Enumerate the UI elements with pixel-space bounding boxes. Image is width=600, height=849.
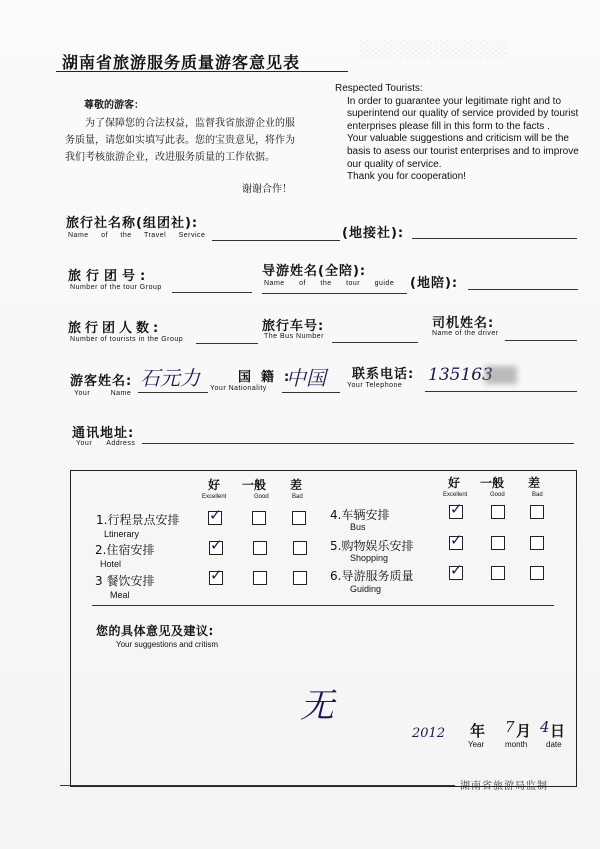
- bus-bad-checkbox[interactable]: [530, 505, 544, 519]
- intro-body-cn: [65, 115, 295, 166]
- driver-label: 司机姓名:: [432, 316, 495, 331]
- date-month-value[interactable]: 7: [505, 718, 515, 736]
- rating-item-hotel-en: Hotel: [100, 559, 122, 569]
- phone-label: 联系电话:: [352, 367, 415, 382]
- group-size-label-en: Number of tourists in the Group: [70, 336, 184, 343]
- local-guide-label: (地陪):: [410, 276, 459, 291]
- meal-excellent-checkbox[interactable]: [209, 566, 223, 585]
- rating-header-good-right: 一般: [480, 476, 505, 490]
- rating-item-hotel: 2.住宿安排: [95, 543, 155, 557]
- hotel-bad-checkbox[interactable]: [293, 541, 307, 555]
- meal-good-checkbox[interactable]: [253, 571, 267, 585]
- guiding-bad-checkbox[interactable]: [530, 566, 544, 580]
- date-month-en: month: [505, 740, 528, 749]
- tour-group-label-en: Number of the tour Group: [70, 284, 162, 291]
- agency-label: 旅行社名称(组团社):: [66, 216, 199, 231]
- tick-mark-icon: ✓: [450, 531, 463, 549]
- shopping-bad-checkbox[interactable]: [530, 536, 544, 550]
- bus-good-checkbox[interactable]: [491, 505, 505, 519]
- bleed-through-title: ░░░░░░░░░░░░: [360, 40, 508, 59]
- tick-mark-icon: ✓: [210, 536, 223, 554]
- rating-divider: [92, 605, 554, 606]
- tick-mark-icon: ✓: [450, 561, 463, 579]
- title-underline: [56, 71, 348, 72]
- rating-item-itinerary: 1.行程景点安排: [96, 513, 180, 527]
- phone-value[interactable]: 135163: [428, 365, 493, 385]
- guide-label: 导游姓名(全陪):: [262, 264, 367, 279]
- rating-header-bad-en-right: Bad: [532, 492, 543, 498]
- tick-mark-icon: ✓: [210, 566, 223, 584]
- date-year-cn: 年: [470, 722, 487, 740]
- phone-redaction-blur: [485, 366, 517, 384]
- rating-header-good-en-left: Good: [254, 494, 269, 500]
- nationality-value[interactable]: 中国: [286, 366, 326, 390]
- itinerary-good-checkbox[interactable]: [252, 511, 266, 525]
- date-day-cn: 日: [550, 722, 567, 740]
- guiding-good-checkbox[interactable]: [491, 566, 505, 580]
- phone-underline: [425, 391, 577, 392]
- rating-header-bad-right: 差: [528, 476, 541, 490]
- rating-header-good-en-right: Good: [490, 492, 505, 498]
- tourist-name-underline: [138, 392, 208, 393]
- rating-item-bus-en: Bus: [350, 522, 366, 532]
- date-day-value[interactable]: 4: [540, 718, 550, 736]
- address-field[interactable]: [142, 443, 574, 444]
- guide-label-en: Name of the tour guide: [264, 280, 395, 287]
- hotel-excellent-checkbox[interactable]: [209, 536, 223, 555]
- tour-group-label: 旅行团号:: [68, 269, 151, 284]
- bus-excellent-checkbox[interactable]: [449, 500, 463, 519]
- form-title: 湖南省旅游服务质量游客意见表: [62, 53, 301, 72]
- date-day-en: date: [546, 740, 562, 749]
- intro-p3-en: Thank you for cooperation!: [347, 171, 466, 183]
- group-size-field[interactable]: [196, 343, 258, 344]
- guide-field[interactable]: [262, 293, 407, 294]
- meal-bad-checkbox[interactable]: [293, 571, 307, 585]
- tour-group-field[interactable]: [172, 292, 252, 293]
- local-agency-field[interactable]: [412, 238, 577, 239]
- rating-header-excellent-en-left: Excellent: [202, 494, 227, 500]
- intro-p1-en: In order to guarantee your legitimate right and to superintend our quality of service provided by tourist enterprises please fill in this form to the facts .: [347, 95, 579, 132]
- tick-mark-icon: ✓: [209, 506, 222, 524]
- rating-header-good-left: 一般: [242, 478, 267, 492]
- intro-greeting-en: Respected Tourists:: [335, 83, 423, 94]
- date-year-value[interactable]: 2012: [412, 726, 446, 741]
- local-agency-label: (地接社):: [342, 226, 405, 241]
- nationality-underline: [282, 392, 340, 393]
- tourist-name-label: 游客姓名:: [70, 374, 133, 389]
- date-year-en: Year: [468, 740, 485, 749]
- suggestions-label-en: Your suggestions and critism: [116, 640, 218, 649]
- date-month-cn: 月: [516, 722, 533, 740]
- tourist-name-value[interactable]: 石元力: [140, 366, 200, 390]
- rating-item-meal: 3 餐饮安排: [95, 574, 155, 588]
- rating-header-excellent-right: 好: [448, 476, 461, 490]
- nationality-label-en: Your Nationality: [210, 385, 267, 392]
- rating-item-itinerary-en: Ltinerary: [104, 529, 140, 539]
- intro-thanks-cn: 谢谢合作！: [242, 184, 292, 195]
- rating-item-meal-en: Meal: [110, 590, 130, 600]
- tourist-name-label-en: Your Name: [74, 390, 132, 397]
- intro-p2-en: Your valuable suggestions and criticism will be the basis to asess our tourist enterprises and to improve our quality of service.: [347, 133, 579, 170]
- agency-field[interactable]: [212, 240, 340, 241]
- agency-label-en: Name of the Travel Service: [68, 232, 206, 239]
- driver-label-en: Name of the driver: [432, 330, 499, 337]
- suggestions-label: 您的具体意见及建议:: [96, 624, 214, 638]
- rating-item-bus: 4.车辆安排: [330, 508, 390, 522]
- shopping-excellent-checkbox[interactable]: [449, 531, 463, 550]
- rating-header-bad-left: 差: [290, 478, 303, 492]
- nationality-label: 国籍:: [238, 370, 300, 385]
- rating-header-bad-en-left: Bad: [292, 494, 303, 500]
- rating-item-guiding-en: Guiding: [350, 584, 382, 594]
- intro-en: [335, 83, 585, 184]
- local-guide-field[interactable]: [468, 289, 578, 290]
- address-label-en: Your Address: [76, 440, 136, 447]
- footer-issuer: 湖南省旅游局监制: [460, 781, 548, 792]
- rating-header-excellent-left: 好: [208, 478, 221, 492]
- rating-item-guiding: 6.导游服务质量: [330, 569, 414, 583]
- suggestions-value[interactable]: 无: [300, 686, 334, 726]
- guiding-excellent-checkbox[interactable]: [449, 561, 463, 580]
- shopping-good-checkbox[interactable]: [491, 536, 505, 550]
- bus-no-label-en: The Bus Number: [264, 333, 324, 340]
- group-size-label: 旅行团人数:: [68, 321, 163, 336]
- phone-label-en: Your Telephone: [347, 382, 403, 389]
- rating-header-excellent-en-right: Excellent: [443, 492, 468, 498]
- hotel-good-checkbox[interactable]: [253, 541, 267, 555]
- bus-no-label: 旅行车号:: [262, 319, 325, 334]
- tick-mark-icon: ✓: [450, 500, 463, 518]
- itinerary-bad-checkbox[interactable]: [292, 511, 306, 525]
- address-label: 通讯地址:: [72, 426, 135, 441]
- intro-greeting-cn: 尊敬的游客：: [84, 100, 144, 111]
- rating-item-shopping: 5.购物娱乐安排: [330, 539, 414, 553]
- bus-no-field[interactable]: [332, 342, 418, 343]
- rating-item-shopping-en: Shopping: [350, 553, 389, 563]
- intro-text-cn: 为了保障您的合法权益，监督我省旅游企业的服务质量，请您如实填写此表。您的宝贵意见，将作为我们考核旅游企业，改进服务质量的工作依据。: [65, 118, 295, 163]
- driver-field[interactable]: [505, 340, 577, 341]
- footer-rule: [60, 785, 455, 786]
- itinerary-excellent-checkbox[interactable]: [208, 506, 222, 525]
